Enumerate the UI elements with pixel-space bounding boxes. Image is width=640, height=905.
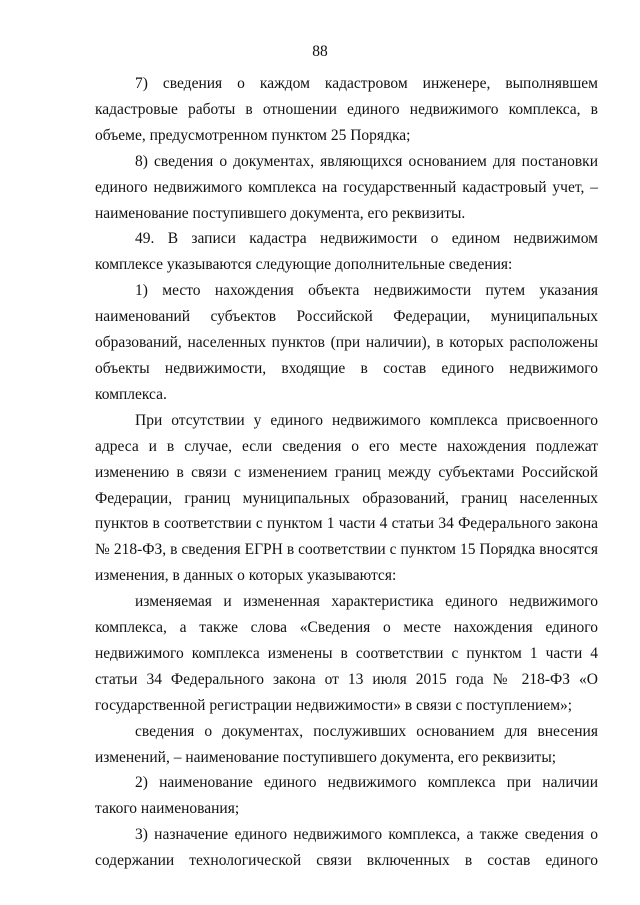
paragraph-clause-49: 49. В записи кадастра недвижимости о едином недвижимом комплексе указываются следующие дополнительные сведения: bbox=[95, 230, 598, 274]
paragraph-no-address: При отсутствии у единого недвижимого комплекса присвоенного адреса и в случае, если сведения о его месте нахождения подлежат изменению в связи с изменением границ между субъектами Российской Федерации, границ муниципальных образований, границ населенных пунктов в соответствии с пунктом 1 части 4 статьи 34 Федерального закона № 218-ФЗ, в сведения ЕГРН в соответствии с пунктом 15 Порядка вносятся изменения, в данных о которых указываются: bbox=[95, 411, 598, 585]
paragraph-item-2-name: 2) наименование единого недвижимого комплекса при наличии такого наименования; bbox=[95, 774, 598, 818]
page-number: 88 bbox=[312, 43, 328, 60]
document-body bbox=[95, 71, 598, 874]
paragraph-documents-basis: сведения о документах, послуживших основанием для внесения изменений, – наименование поступившего документа, его реквизиты; bbox=[95, 722, 598, 766]
paragraph-item-8: 8) сведения о документах, являющихся основанием для постановки единого недвижимого комплекса на государственный кадастровый учет, – наименование поступившего документа, его реквизиты. bbox=[95, 152, 598, 222]
paragraph-item-7: 7) сведения о каждом кадастровом инженере, выполнявшем кадастровые работы в отношении единого недвижимого комплекса, в объеме, предусмотренном пунктом 25 Порядка; bbox=[95, 75, 598, 144]
paragraph-item-3-purpose: 3) назначение единого недвижимого комплекса, а также сведения о содержании технологической связи включенных в состав единого bbox=[95, 826, 598, 870]
paragraph-changed-characteristic: изменяемая и измененная характеристика единого недвижимого комплекса, а также слова «Сведения о месте нахождения единого недвижимого комплекса изменены в соответствии с пунктом 1 части 4 статьи 34 Федерального закона от 13 июля 2015 года № 218-ФЗ «О государственной регистрации недвижимости» в связи с поступлением»; bbox=[95, 593, 598, 714]
paragraph-item-1-location: 1) место нахождения объекта недвижимости путем указания наименований субъектов Российской Федерации, муниципальных образований, населенных пунктов (при наличии), в которых расположены объекты недвижимости, входящие в состав единого недвижимого комплекса. bbox=[95, 282, 598, 403]
